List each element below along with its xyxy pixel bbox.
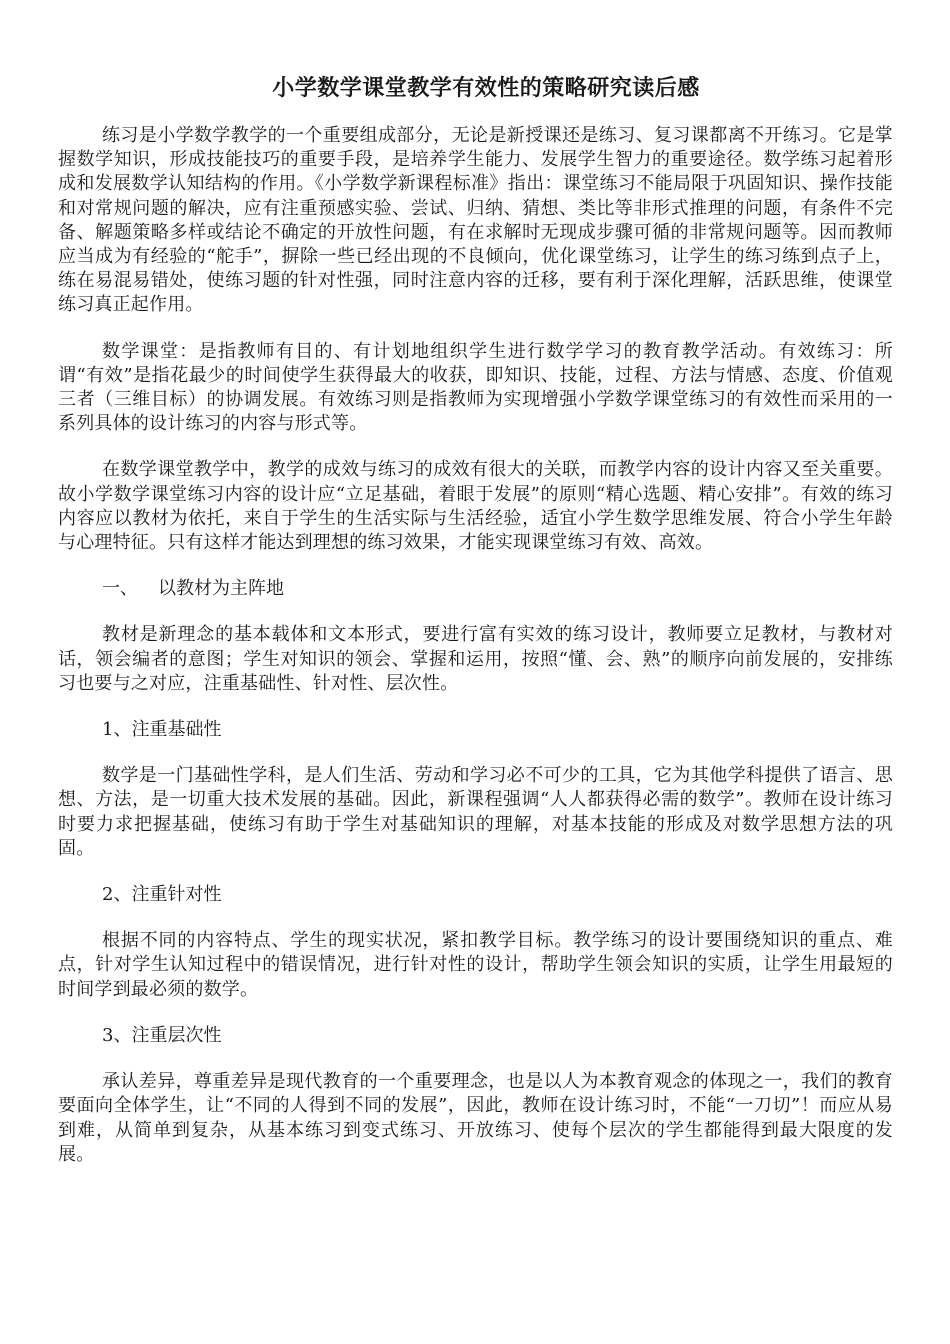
subheading-basics: 1、注重基础性 [102,719,222,741]
paragraph-targeting: 根据不同的内容特点、学生的现实状况，紧扣教学目标。教学练习的设计要围绕知识的重点、难点，针对学生认知过程中的错误情况，进行针对性的设计，帮助学生领会知识的实质，让学生用最短的时间学到最必须的数学。 [58,930,893,1000]
document-title: 小学数学课堂教学有效性的策略研究读后感 [272,75,700,101]
paragraph-levels: 承认差异，尊重差异是现代教育的一个重要理念，也是以人为本教育观念的体现之一，我们的教育要面向全体学生，让“不同的人得到不同的发展”，因此，教师在设计练习时，不能“一刀切”！而应从易到难，从简单到复杂，从基本练习到变式练习、开放练习、使每个层次的学生都能得到最大限度的发展。 [58,1071,893,1165]
section-heading-text: 以教材为主阵地 [158,578,284,600]
paragraph-definitions: 数学课堂：是指教师有目的、有计划地组织学生进行数学学习的教育教学活动。有效练习：所谓“有效”是指花最少的时间使学生获得最大的收获，即知识、技能，过程、方法与情感、态度、价值观三者（三维目标）的协调发展。有效练习则是指教师为实现增强小学数学课堂练习的有效性而采用的一系列具体的设计练习的内容与形式等。 [58,340,893,435]
document-body [58,124,893,1189]
paragraph-textbook: 教材是新理念的基本载体和文本形式，要进行富有实效的练习设计，教师要立足教材，与教材对话，领会编者的意图；学生对知识的领会、掌握和运用，按照“懂、会、熟”的顺序向前发展的，安排练习也要与之对应，注重基础性、针对性、层次性。 [58,624,893,694]
paragraph-intro-practice: 练习是小学数学教学的一个重要组成部分，无论是新授课还是练习、复习课都离不开练习。它是掌握数学知识，形成技能技巧的重要手段，是培养学生能力、发展学生智力的重要途径。数学练习起着形成和发展数学认知结构的作用。《小学数学新课程标准》指出：课堂练习不能局限于巩固知识、操作技能和对常规问题的解决，应有注重预感实验、尝试、归纳、猜想、类比等非形式推理的问题，有条件不完备、解题策略多样或结论不确定的开放性问题，有在求解时无现成步骤可循的非常规问题等。因而教师应当成为有经验的“舵手”，摒除一些已经出现的不良倾向，优化课堂练习，让学生的练习练到点子上，练在易混易错处，使练习题的针对性强，同时注意内容的迁移，要有利于深化理解，活跃思维，使课堂练习真正起作用。 [58,125,893,316]
subheading-levels: 3、注重层次性 [102,1024,222,1046]
subheading-targeting: 2、注重针对性 [102,884,222,906]
paragraph-design-principles: 在数学课堂教学中，教学的成效与练习的成效有很大的关联，而教学内容的设计内容又至关重要。故小学数学课堂练习内容的设计应“立足基础，着眼于发展”的原则“精心选题、精心安排”。有效的练习内容应以教材为依托，来自于学生的生活实际与生活经验，适宜小学生数学思维发展、符合小学生年龄与心理特征。只有这样才能达到理想的练习效果，才能实现课堂练习有效、高效。 [58,459,893,554]
section-heading-1 [58,577,893,601]
section-heading-number: 一、 [102,578,138,600]
paragraph-basics: 数学是一门基础性学科，是人们生活、劳动和学习必不可少的工具，它为其他学科提供了语言、思想、方法，是一切重大技术发展的基础。因此，新课程强调“人人都获得必需的数学”。教师在设计练习时要力求把握基础，使练习有助于学生对基础知识的理解，对基本技能的形成及对数学思想方法的巩固。 [58,765,893,859]
